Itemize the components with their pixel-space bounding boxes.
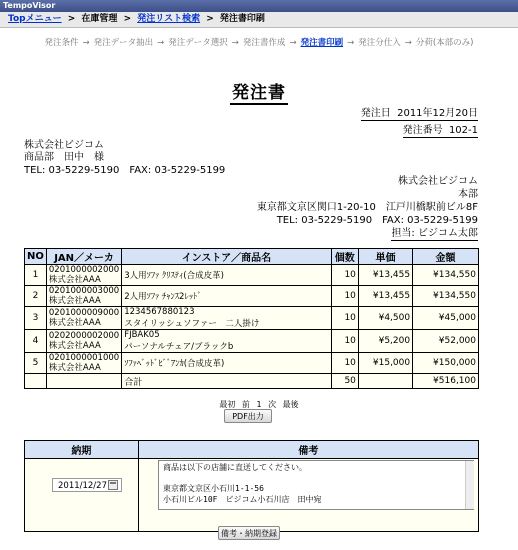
step-purchase: 発注分仕入 — [358, 38, 401, 48]
cell-price: ¥5,200 — [358, 330, 412, 353]
cell-qty: 10 — [331, 265, 358, 286]
total-qty: 50 — [331, 374, 358, 389]
cell-name — [122, 330, 331, 353]
table-row — [25, 265, 479, 286]
register-note-due-button[interactable]: 備考・納期登録 — [218, 526, 280, 540]
breadcrumb-separator: > — [206, 14, 214, 24]
col-header-amount: 金額 — [413, 249, 479, 265]
cell-empty — [25, 374, 47, 389]
cell-jan — [46, 265, 121, 286]
document-title-wrap — [0, 78, 518, 103]
step-extract-data: 発注データ抽出 — [93, 38, 154, 48]
pager-next[interactable]: 次 — [268, 400, 277, 409]
cell-jan — [46, 330, 121, 353]
maker-name: 株式会社AAA — [48, 318, 101, 328]
col-header-name: インストア／商品名 — [122, 249, 331, 265]
col-header-price: 単価 — [358, 249, 412, 265]
cell-amount: ¥45,000 — [413, 307, 479, 330]
table-row — [25, 353, 479, 374]
cell-amount: ¥52,000 — [413, 330, 479, 353]
sender-staff — [391, 224, 478, 239]
breadcrumb-order-list-link[interactable]: 発注リスト検索 — [137, 14, 201, 24]
cell-jan — [46, 307, 121, 330]
step-arrow: → — [157, 38, 165, 48]
order-number — [403, 121, 478, 136]
maker-name: 株式会社AAA — [48, 341, 101, 351]
cell-name — [122, 307, 331, 330]
cell-qty: 10 — [331, 353, 358, 374]
pager-current-page: 1 — [256, 400, 262, 409]
col-header-qty: 個数 — [331, 249, 358, 265]
order-date-value: 2011年12月20日 — [397, 108, 478, 119]
cell-no: 4 — [25, 330, 47, 353]
col-header-jan: JAN／メーカ — [46, 249, 121, 265]
order-date-label: 発注日 — [360, 108, 391, 119]
workflow-steps — [0, 36, 518, 48]
cell-price: ¥15,000 — [358, 353, 412, 374]
recipient-company: 株式会社ビジコム — [24, 140, 104, 151]
cell-empty — [358, 374, 412, 389]
col-header-no: NO — [25, 249, 47, 265]
maker-name: 株式会社AAA — [48, 363, 101, 373]
cell-price: ¥13,455 — [358, 265, 412, 286]
app-titlebar: TempoVisor — [0, 0, 518, 12]
due-date-cell — [25, 459, 139, 532]
order-number-value: 102-1 — [448, 125, 478, 136]
recipient-person: 商品部 田中 様 — [24, 152, 104, 163]
cell-amount: ¥134,550 — [413, 286, 479, 307]
product-name: ｿﾌｧﾍﾞｯﾄﾞﾋﾞﾞｱﾝｶ(合成皮革) — [124, 359, 225, 369]
total-amount: ¥516,100 — [413, 374, 479, 389]
step-arrow: → — [82, 38, 90, 48]
step-distribution: 分荷(本部のみ) — [415, 38, 474, 48]
calendar-icon[interactable] — [108, 480, 118, 490]
cell-amount: ¥150,000 — [413, 353, 479, 374]
product-name: 2人用ｿﾌｧ ﾁｬﾝｽ2ﾚｯﾄﾞ — [124, 292, 202, 302]
table-row — [25, 330, 479, 353]
due-date-input[interactable]: 2011/12/27 — [52, 478, 122, 492]
cell-amount: ¥134,550 — [413, 265, 479, 286]
product-name: パーソナルチェア/ブラックb — [124, 342, 234, 352]
breadcrumb-separator: > — [123, 14, 132, 24]
cell-name — [122, 353, 331, 374]
step-arrow: → — [404, 38, 412, 48]
table-total-row — [25, 374, 479, 389]
breadcrumb-top-link[interactable]: Topメニュー — [8, 14, 62, 24]
pdf-output-button[interactable]: PDF出力 — [224, 409, 272, 423]
step-select-data: 発注データ選択 — [168, 38, 228, 48]
cell-qty: 10 — [331, 286, 358, 307]
order-number-label: 発注番号 — [402, 125, 443, 136]
cell-jan — [46, 353, 121, 374]
cell-empty — [46, 374, 121, 389]
cell-no: 1 — [25, 265, 47, 286]
jan-code: 0201000001000 — [48, 353, 120, 363]
step-arrow: → — [347, 38, 355, 48]
pager-first[interactable]: 最初 — [219, 400, 236, 409]
cell-qty: 10 — [331, 330, 358, 353]
order-date — [361, 104, 478, 119]
step-arrow: → — [289, 38, 297, 48]
sender-staff-text: 担当: ビジコム太郎 — [391, 228, 478, 239]
sender-tel: TEL: 03-5229-5190 FAX: 03-5229-5199 — [276, 215, 478, 226]
step-arrow: → — [231, 38, 239, 48]
instore-code: 1234567880123 — [124, 307, 195, 317]
breadcrumb-current: 発注書印刷 — [219, 14, 265, 24]
recipient-tel: TEL: 03-5229-5190 FAX: 03-5229-5199 — [24, 165, 226, 176]
step-print-order[interactable]: 発注書印刷 — [300, 38, 344, 48]
breadcrumb-stock: 在庫管理 — [81, 14, 118, 24]
jan-code: 0201000003000 — [48, 286, 120, 296]
pager-last[interactable]: 最後 — [282, 400, 299, 409]
step-create-order: 発注書作成 — [242, 38, 286, 48]
total-label: 合計 — [122, 374, 331, 389]
pager-prev[interactable]: 前 — [241, 400, 250, 409]
table-row — [25, 286, 479, 307]
product-name: スタイリッシュソファー 二人掛け — [124, 319, 260, 329]
sender-company: 株式会社ビジコム — [398, 176, 478, 187]
sender-branch: 本部 — [458, 189, 478, 200]
document-title: 発注書 — [232, 83, 286, 103]
cell-price: ¥4,500 — [358, 307, 412, 330]
maker-name: 株式会社AAA — [48, 296, 101, 306]
note-header: 備考 — [138, 441, 478, 459]
cell-name — [122, 265, 331, 286]
jan-code: 0201000002000 — [48, 265, 120, 275]
step-order-condition: 発注条件 — [44, 38, 79, 48]
jan-code: 0201000009000 — [48, 308, 120, 318]
due-date-header: 納期 — [25, 441, 139, 459]
cell-qty: 10 — [331, 307, 358, 330]
cell-price: ¥13,455 — [358, 286, 412, 307]
cell-no: 5 — [25, 353, 47, 374]
product-name: 3人用ｿﾌｧ ｸﾘｽﾃｨ(合成皮革) — [124, 271, 224, 281]
cell-jan — [46, 286, 121, 307]
note-textarea[interactable]: 商品は以下の店舗に直送してください。 東京都文京区小石川1-1-56 小石川ビル10F ビジコム小石川店 田中宛 — [158, 460, 474, 510]
cell-no: 3 — [25, 307, 47, 330]
breadcrumb — [0, 12, 518, 28]
order-items-table — [24, 248, 479, 389]
breadcrumb-separator: > — [67, 14, 76, 24]
jan-code: 0202000002000 — [48, 331, 120, 341]
instore-code: FJBAK05 — [124, 330, 160, 340]
table-row — [25, 307, 479, 330]
note-scrollbar[interactable] — [465, 461, 474, 509]
cell-no: 2 — [25, 286, 47, 307]
sender-address: 東京都文京区関口1-20-10 江戸川橋駅前ビル8F — [256, 202, 478, 213]
cell-name — [122, 286, 331, 307]
maker-name: 株式会社AAA — [48, 275, 101, 285]
